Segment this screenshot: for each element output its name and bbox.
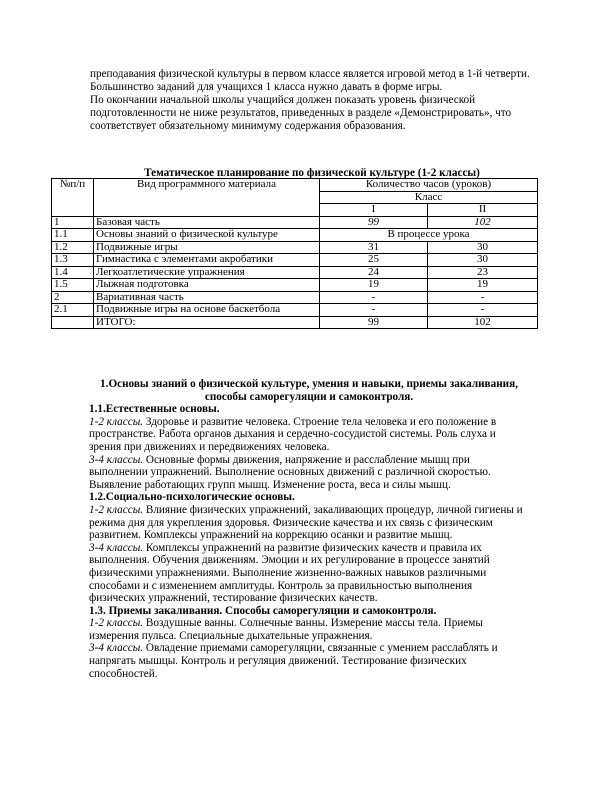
intro-paragraph: По окончании начальной школы учащийся должен показать уровень физической подготовленности не ниже результатов, приведенных в разделе «Демонстрировать», что соответствует обязательному минимуму содержания образования. [90,94,512,132]
row-num: 1.5 [52,279,94,292]
grade-label: 1-2 классы. [89,415,144,428]
row-num: 1.1 [52,229,94,242]
header-hours: Количество часов (уроков) [320,179,538,192]
row-value-grade-1: 24 [320,266,428,279]
table-title: Тематическое планирование по физической культуре (1-2 классы) [144,167,480,179]
row-num: 1.2 [52,241,94,254]
knowledge-section [89,378,529,680]
section-title: 1.Основы знаний о физической культуре, умения и навыки, приемы закаливания, способы саморегуляции и самоконтроля. [100,378,518,403]
row-value-grade-1: 31 [320,241,428,254]
row-value-grade-1: 99 [320,216,428,229]
subsection-title: 1.1.Естественные основы. [89,403,220,416]
row-num: 1.3 [52,254,94,267]
row-value-grade-1: - [320,304,428,317]
planning-table [51,178,538,329]
row-value-grade-2: 23 [428,266,538,279]
row-name: Базовая часть [94,216,320,229]
section-paragraph [89,416,529,454]
intro-paragraph: преподавания физической культуры в первом классе является игровой метод в 1-й четверти. Большинство заданий для учащихся 1 класса нужно давать в форме игры. [90,68,530,93]
paragraph-text: Основные формы движения, напряжение и расслабление мышц при выполнении упражнений. Выполнение основных движений с различной скоростью. Выявление работающих групп мышц. Изменение роста, веса и силы мышц. [89,453,491,491]
row-value-grade-2: 102 [428,216,538,229]
header-num: №п/п [52,179,94,217]
header-grade-1: I [320,204,428,217]
table-row [52,254,538,267]
table-header-row [52,179,538,192]
grade-label: 3-4 классы. [89,453,144,466]
intro-text [90,68,530,133]
header-grade-2: II [428,204,538,217]
table-row [52,229,538,242]
paragraph-text: Здоровье и развитие человека. Строение тела человека и его положение в пространстве. Работа органов дыхания и сердечно-сосудистой системы. Роль слуха и зрения при движениях и передвижениях человека. [89,415,497,453]
paragraph-text: Воздушные ванны. Солнечные ванны. Измерение массы тела. Приемы измерения пульса. Специальные дыхательные упражнения. [89,617,483,642]
section-paragraph [89,504,529,542]
row-name: ИТОГО: [94,316,320,329]
subsection-title: 1.3. Приемы закаливания. Способы саморегуляции и самоконтроля. [89,604,437,617]
paragraph-text: Овладение приемами саморегуляции, связанные с умением расслаблять и напрягать мышцы. Контроль и регуляция движений. Тестирование физических способностей. [89,642,498,680]
row-value-grade-2: - [428,304,538,317]
row-value-grade-2: 30 [428,241,538,254]
section-paragraph [89,542,529,605]
row-num: 1 [52,216,94,229]
row-num [52,316,94,329]
table-row [52,279,538,292]
paragraph-text: Влияние физических упражнений, закаливающих процедур, личной гигиены и режима дня для укрепления здоровья. Физические качества и их связь с физическим развитием. Комплексы упражнений на коррекцию осанки и развитие мышц. [89,503,523,542]
row-name: Основы знаний о физической культуре [94,229,320,242]
section-paragraph [89,617,529,642]
table-row [52,216,538,229]
table-row [52,316,538,329]
paragraph-text: Комплексы упражнений на развитие физических качеств и правила их выполнения. Обучения движениям. Эмоции и их регулирование в процессе занятий физическими упражнениями. Выполнение жизненно-важных навыков различными способами и с изменением амплитуды. Контроль за правильностью выполнения физических упражнений, тестирование физических качеств. [89,541,490,605]
row-value-grade-2: 19 [428,279,538,292]
row-name: Гимнастика с элементами акробатики [94,254,320,267]
row-num: 1.4 [52,266,94,279]
table-row [52,241,538,254]
row-merged-value: В процессе урока [320,229,538,242]
row-name: Вариативная часть [94,291,320,304]
grade-label: 1-2 классы. [89,503,144,516]
row-value-grade-1: 99 [320,316,428,329]
row-num: 2 [52,291,94,304]
row-value-grade-2: - [428,291,538,304]
subsection-title: 1.2.Социально-психологические основы. [89,491,295,504]
row-value-grade-1: 19 [320,279,428,292]
row-value-grade-2: 30 [428,254,538,267]
grade-label: 3-4 классы. [89,541,144,554]
row-name: Подвижные игры [94,241,320,254]
section-paragraph [89,454,529,492]
row-value-grade-1: - [320,291,428,304]
row-num: 2.1 [52,304,94,317]
header-name: Вид программного материала [94,179,320,217]
grade-label: 3-4 классы. [89,642,144,655]
row-value-grade-1: 25 [320,254,428,267]
row-value-grade-2: 102 [428,316,538,329]
grade-label: 1-2 классы. [89,617,144,630]
table-row [52,304,538,317]
section-paragraph [89,642,529,680]
header-class: Класс [320,191,538,204]
row-name: Подвижные игры на основе баскетбола [94,304,320,317]
table-row [52,266,538,279]
row-name: Легкоатлетические упражнения [94,266,320,279]
table-row [52,291,538,304]
row-name: Лыжная подготовка [94,279,320,292]
